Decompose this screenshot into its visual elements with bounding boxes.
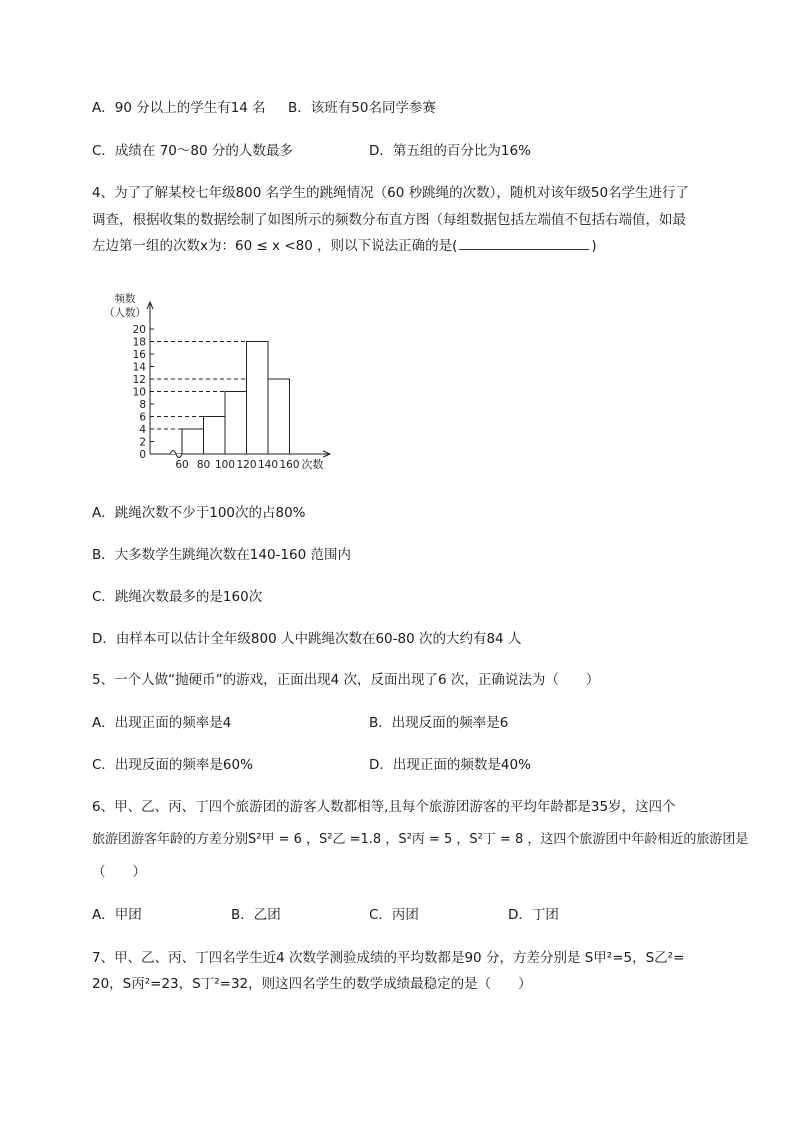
x-tick-label: 140 bbox=[257, 459, 279, 471]
q5-option-c: C．出现反面的频率是60% bbox=[92, 757, 253, 773]
q3-option-b: B．该班有50名同学参赛 bbox=[288, 100, 436, 116]
q7-stem-line1: 7、甲、乙、丙、丁四名学生近4 次数学测验成绩的平均数都是90 分，方差分别是 S甲²=5，S乙²= bbox=[92, 950, 685, 966]
q3-option-d: D．第五组的百分比为16% bbox=[369, 143, 531, 159]
y-axis-title-line2: （人数） bbox=[104, 307, 146, 319]
q4-stem-close-paren: ) bbox=[591, 238, 597, 254]
q6-option-c: C．丙团 bbox=[369, 907, 419, 923]
histogram-bar bbox=[268, 379, 290, 454]
y-tick-label: 12 bbox=[132, 374, 146, 386]
q4-option-b: B．大多数学生跳绳次数在140-160 范围内 bbox=[92, 547, 351, 563]
q5-option-b: B．出现反面的频率是6 bbox=[369, 715, 509, 731]
x-tick-label: 60 bbox=[175, 459, 189, 471]
q4-stem-line1: 4、为了了解某校七年级800 名学生的跳绳情况（60 秒跳绳的次数），随机对该年级50名学生进行了 bbox=[92, 185, 690, 201]
q5-stem: 5、一个人做“抛硬币”的游戏，正面出现4 次，反面出现了6 次，正确说法为（ ） bbox=[92, 672, 600, 688]
y-tick-label: 8 bbox=[139, 399, 146, 411]
q4-stem-line2: 调查，根据收集的数据绘制了如图所示的频数分布直方图（每组数据包括左端值不包括右端值，如最 bbox=[92, 212, 686, 228]
axis-break-mark bbox=[170, 451, 182, 458]
q3-option-c: C．成绩在 70～80 分的人数最多 bbox=[92, 143, 293, 159]
q4-option-a: A．跳绳次数不少于100次的占80% bbox=[92, 505, 306, 521]
y-tick-label: 14 bbox=[132, 361, 146, 374]
q7-stem-line2: 20，S丙²=23，S丁²=32，则这四名学生的数学成绩最稳定的是（ ） bbox=[92, 976, 532, 992]
y-tick-label: 2 bbox=[139, 436, 146, 449]
q6-option-a: A．甲团 bbox=[92, 907, 142, 923]
y-tick-label: 20 bbox=[132, 324, 146, 336]
y-tick-label: 4 bbox=[139, 424, 146, 436]
answer-blank[interactable] bbox=[459, 236, 589, 250]
q4-option-d: D．由样本可以估计全年级800 人中跳绳次数在60-80 次的大约有84 人 bbox=[92, 631, 522, 647]
y-tick-label: 18 bbox=[132, 336, 146, 349]
q5-option-a: A．出现正面的频率是4 bbox=[92, 715, 232, 731]
x-axis-title: 次数 bbox=[301, 458, 324, 471]
y-axis-title-line1: 频数 bbox=[114, 293, 136, 305]
q6-stem-line2: 旅游团游客年龄的方差分别S²甲 = 6 ，S²乙 =1.8 ，S²丙 = 5 ，S²丁 = 8 ，这四个旅游团中年龄相近的旅游团是 bbox=[92, 832, 749, 847]
histogram-bar bbox=[182, 429, 204, 454]
q4-option-c: C．跳绳次数最多的是160次 bbox=[92, 589, 263, 605]
q6-option-d: D．丁团 bbox=[508, 907, 559, 923]
q3-option-a: A．90 分以上的学生有14 名 bbox=[92, 100, 266, 116]
q4-stem-line3 bbox=[92, 236, 597, 256]
q6-stem-line1: 6、甲、乙、丙、丁四个旅游团的游客人数都相等,且每个旅游团游客的平均年龄都是35岁，这四个 bbox=[92, 799, 676, 815]
histogram-chart bbox=[100, 286, 350, 471]
histogram-bar bbox=[204, 417, 226, 455]
q5-option-d: D．出现正面的频数是40% bbox=[369, 757, 531, 773]
x-tick-label: 100 bbox=[214, 459, 236, 471]
histogram-bar bbox=[247, 342, 269, 455]
y-tick-label: 16 bbox=[132, 349, 146, 361]
x-tick-label: 160 bbox=[279, 459, 300, 471]
q6-stem-line3: （ ） bbox=[92, 864, 146, 880]
x-tick-label: 120 bbox=[236, 459, 257, 471]
x-tick-label: 80 bbox=[196, 459, 211, 471]
y-tick-label: 6 bbox=[139, 411, 146, 424]
q6-option-b: B．乙团 bbox=[231, 907, 281, 923]
y-tick-label: 0 bbox=[139, 449, 146, 461]
q4-stem-line3-text: 左边第一组的次数x为：60 ≤ x <80 ，则以下说法正确的是( bbox=[92, 238, 458, 254]
y-tick-label: 10 bbox=[132, 386, 146, 399]
histogram-bar bbox=[225, 392, 247, 455]
